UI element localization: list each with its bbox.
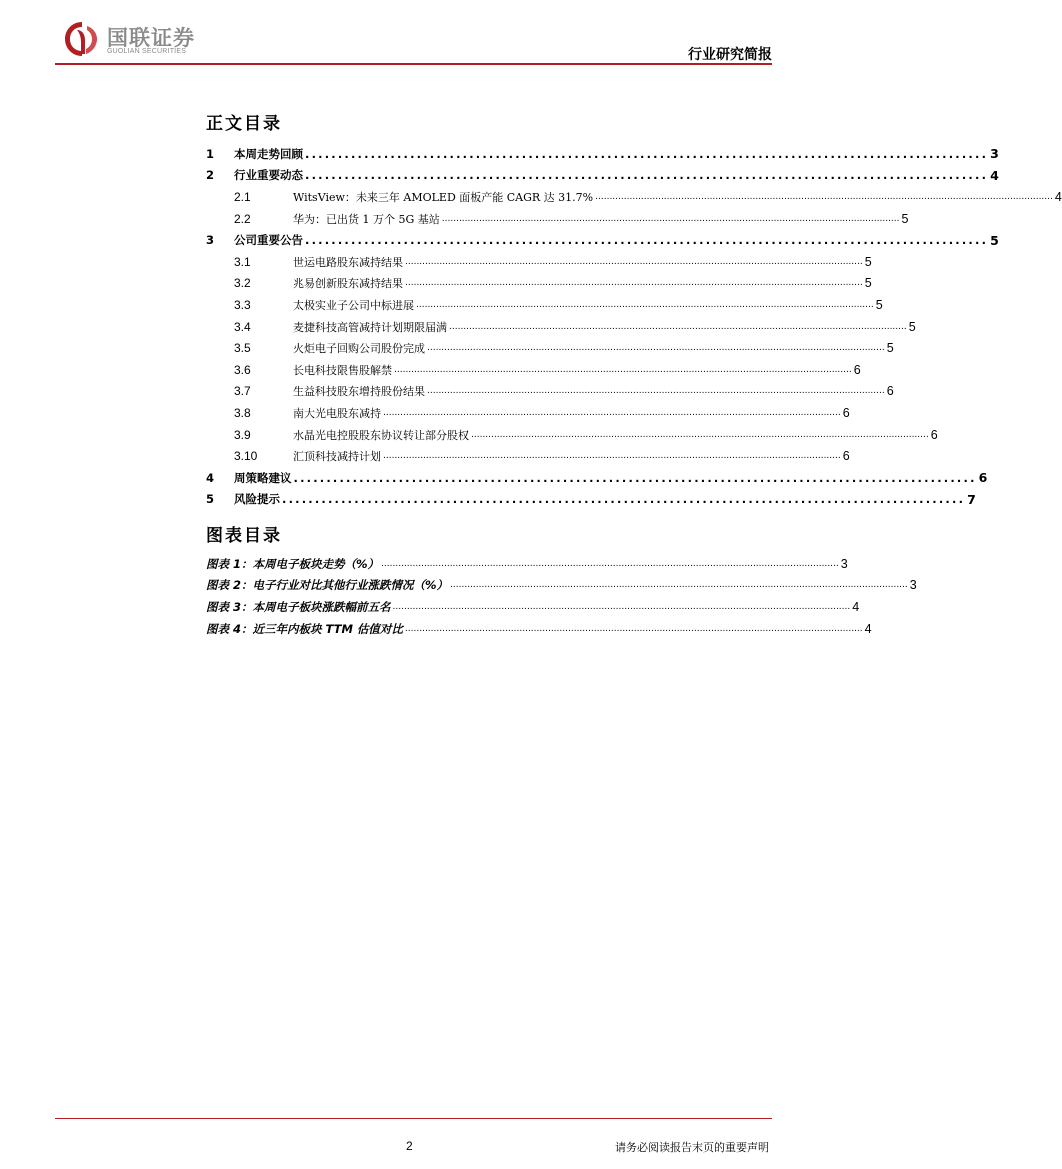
company-logo [63, 14, 263, 60]
figure-entry[interactable] [206, 553, 848, 575]
toc-entry-label: 太极实业子公司中标进展 [293, 298, 414, 312]
figure-entry-page: 3 [909, 578, 917, 593]
toc-entry[interactable] [206, 489, 976, 511]
toc-entry[interactable] [206, 165, 999, 187]
toc-entry[interactable] [206, 143, 999, 165]
toc-entry[interactable] [206, 467, 988, 489]
report-type: 行业研究简报 [688, 47, 772, 63]
toc-entry-number: 3.1 [234, 254, 251, 269]
leader-dots: ................................................................................................................................................................ [595, 191, 1053, 202]
leader-dots: ........................................................................................................ [305, 233, 989, 248]
toc-entry-page: 3 [990, 146, 999, 162]
toc-entry-number: 2 [206, 168, 215, 183]
logo-english-name: GUOLIAN SECURITIES [107, 48, 187, 55]
toc-subentry[interactable] [206, 402, 850, 424]
toc-subentry[interactable] [206, 186, 1062, 208]
leader-dots: ........................................................................................................ [305, 168, 989, 183]
figure-entry[interactable] [206, 596, 860, 618]
logo-chinese-name: 国联证券 [107, 26, 195, 50]
toc-entry-number: 5 [206, 492, 215, 507]
leader-dots: ................................................................................................................................................................ [405, 278, 863, 289]
toc-entry-label: 华为：已出货 1 万个 5G 基站 [293, 212, 440, 226]
toc-entry-page: 6 [978, 470, 988, 486]
figure-entry-page: 4 [852, 599, 860, 614]
toc-entry-page: 5 [864, 276, 872, 291]
toc-entry-page: 6 [842, 405, 850, 420]
toc-title: 正文目录 [206, 114, 282, 134]
figure-entry[interactable] [206, 618, 872, 640]
toc-entry-number: 3.7 [234, 384, 251, 399]
toc-entry-number: 3.6 [234, 362, 251, 377]
toc-entry-number: 3.3 [234, 297, 251, 312]
leader-dots: ........................................................................................................ [282, 492, 966, 507]
leader-dots: ................................................................................................................................................................ [416, 299, 874, 310]
leader-dots: ................................................................................................................................................................ [471, 429, 929, 440]
leader-dots: ................................................................................................................................................................ [381, 558, 839, 569]
toc-entry-number: 3 [206, 233, 215, 248]
toc-entry-label: 南大光电股东减持 [293, 406, 381, 420]
header-divider [55, 63, 772, 65]
figures-list [206, 553, 917, 639]
figure-entry-label: 图表 2：电子行业对比其他行业涨跌情况（%） [206, 578, 449, 593]
page-header [55, 14, 772, 64]
toc-entry-number: 3.5 [234, 341, 251, 356]
leader-dots: ................................................................................................................................................................ [449, 321, 907, 332]
toc-subentry[interactable] [206, 294, 883, 316]
leader-dots: ................................................................................................................................................................ [427, 343, 885, 354]
toc-subentry[interactable] [206, 208, 909, 230]
leader-dots: ........................................................................................................ [293, 470, 977, 485]
figure-entry-label: 图表 1：本周电子板块走势（%） [206, 556, 380, 571]
toc-entry-label: 汇顶科技减持计划 [293, 450, 381, 464]
toc-entry-number: 3.8 [234, 405, 251, 420]
leader-dots: ................................................................................................................................................................ [450, 580, 908, 591]
figure-entry-label: 图表 3：本周电子板块涨跌幅前五名 [206, 599, 391, 614]
toc-entry-number: 4 [206, 470, 215, 485]
leader-dots: ................................................................................................................................................................ [404, 623, 863, 634]
toc-subentry[interactable] [206, 359, 861, 381]
leader-dots: ........................................................................................................ [305, 146, 989, 161]
figure-entry-label: 图表 4：近三年内板块 TTM 估值对比 [206, 621, 403, 636]
toc-subentry[interactable] [206, 337, 894, 359]
toc-entry-label: 公司重要公告 [234, 233, 303, 248]
toc-entry-page: 5 [864, 254, 872, 269]
toc-entry[interactable] [206, 229, 999, 251]
figure-entry[interactable] [206, 575, 917, 597]
toc-entry-page: 5 [990, 232, 999, 248]
guolian-logo-icon [63, 20, 101, 58]
figure-entry-page: 3 [840, 556, 848, 571]
toc-entry-label: 周策略建议 [234, 470, 292, 485]
leader-dots: ................................................................................................................................................................ [392, 601, 851, 612]
toc-entry-label: 生益科技股东增持股份结果 [293, 385, 425, 399]
toc-subentry[interactable] [206, 381, 894, 403]
leader-dots: ................................................................................................................................................................ [383, 407, 841, 418]
toc-entry-page: 6 [886, 384, 894, 399]
toc-entry-page: 5 [886, 341, 894, 356]
toc-list [206, 143, 1062, 510]
toc-entry-label: 麦捷科技高管减持计划期限届满 [293, 320, 447, 334]
toc-entry-number: 3.2 [234, 276, 251, 291]
toc-entry-page: 5 [901, 211, 909, 226]
toc-entry-page: 4 [990, 167, 999, 183]
toc-entry-number: 3.10 [234, 449, 258, 464]
leader-dots: ................................................................................................................................................................ [427, 386, 885, 397]
toc-entry-page: 6 [842, 449, 850, 464]
toc-entry-label: 火炬电子回购公司股份完成 [293, 342, 425, 356]
toc-entry-label: 水晶光电控股股东协议转让部分股权 [293, 428, 469, 442]
toc-entry-label: 风险提示 [234, 492, 280, 507]
toc-entry-number: 3.9 [234, 427, 251, 442]
toc-entry-label: 长电科技限售股解禁 [293, 363, 392, 377]
toc-entry-number: 2.1 [234, 189, 251, 204]
toc-entry-page: 5 [875, 297, 883, 312]
toc-entry-label: 兆易创新股东减持结果 [293, 277, 403, 291]
figure-entry-page: 4 [864, 621, 872, 636]
toc-subentry[interactable] [206, 251, 872, 273]
toc-entry-label: 本周走势回顾 [234, 146, 303, 161]
toc-subentry[interactable] [206, 316, 916, 338]
figures-title: 图表目录 [206, 526, 282, 546]
toc-entry-label: WitsView：未来三年 AMOLED 面板产能 CAGR 达 31.7% [293, 190, 594, 204]
toc-entry-page: 6 [853, 362, 861, 377]
toc-entry-page: 5 [908, 319, 916, 334]
toc-entry-page: 6 [930, 427, 938, 442]
toc-subentry[interactable] [206, 445, 850, 467]
toc-entry-number: 2.2 [234, 211, 251, 226]
leader-dots: ................................................................................................................................................................ [383, 451, 841, 462]
toc-subentry[interactable] [206, 273, 872, 295]
toc-entry-number: 1 [206, 146, 215, 161]
page-number: 2 [406, 1139, 413, 1153]
leader-dots: ................................................................................................................................................................ [394, 364, 852, 375]
toc-subentry[interactable] [206, 424, 938, 446]
toc-entry-page: 4 [1054, 189, 1062, 204]
toc-entry-label: 行业重要动态 [234, 168, 303, 183]
leader-dots: ................................................................................................................................................................ [441, 213, 900, 224]
toc-entry-label: 世运电路股东减持结果 [293, 255, 403, 269]
leader-dots: ................................................................................................................................................................ [405, 256, 863, 267]
footer-divider [55, 1118, 772, 1119]
toc-entry-number: 3.4 [234, 319, 251, 334]
disclaimer-note: 请务必阅读报告末页的重要声明 [615, 1141, 769, 1154]
toc-entry-page: 7 [967, 491, 976, 507]
